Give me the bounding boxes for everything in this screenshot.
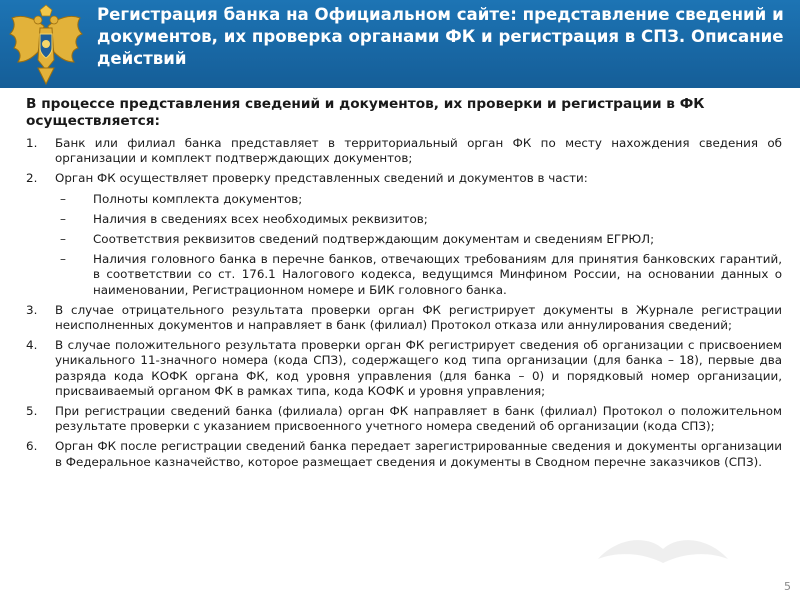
sub-list-item <box>60 212 782 227</box>
sub-item-text: Наличия в сведениях всех необходимых реквизитов; <box>93 211 428 226</box>
list-item-text: Банк или филиал банка представляет в территориальный орган ФК по месту нахождения сведения об организации и комплект подтверждающих документов; <box>55 136 782 166</box>
dash-bullet: – <box>60 232 66 247</box>
watermark-emblem-icon <box>588 529 738 571</box>
list-item-text: Орган ФК осуществляет проверку представленных сведений и документов в части: <box>55 171 588 186</box>
list-item-text: Орган ФК после регистрации сведений банка передает зарегистрированные сведения и документы организации в Федеральное казначейство, которое размещает сведения и документы в Сводном перечне заказчиков (СПЗ). <box>55 439 782 469</box>
list-number: 5. <box>26 404 38 419</box>
intro-heading: В процессе представления сведений и документов, их проверки и регистрации в ФК осуществляется: <box>26 96 705 129</box>
list-number: 4. <box>26 338 38 353</box>
sub-item-text: Соответствия реквизитов сведений подтверждающим документам и сведениям ЕГРЮЛ; <box>93 232 655 247</box>
sub-list <box>55 192 782 298</box>
list-item-text: При регистрации сведений банка (филиала) орган ФК направляет в банк (филиал) Протокол о положительном результате проверки с указанием присвоенного учетного номера сведений об организации (кода СПЗ); <box>55 404 782 434</box>
list-item-text: В случае отрицательного результата проверки орган ФК регистрирует документы в Журнале регистрации неисполненных документов и направляет в банк (филиал) Протокол отказа или аннулирования сведений; <box>55 302 782 333</box>
list-number: 3. <box>26 302 38 317</box>
slide-title: Регистрация банка на Официальном сайте: представление сведений и документов, их проверка органами ФК и регистрация в СПЗ. Описание действий <box>97 5 784 68</box>
sub-list-item <box>60 192 782 207</box>
dash-bullet: – <box>60 191 66 206</box>
sub-item-text: Наличия головного банка в перечне банков, отвечающих требованиям для принятия банковских гарантий, в соответствии со ст. 176.1 Налогового кодекса, ведущимся Минфином России, на основании данных о наименовании, Регистрационном номере и БИК головного банка. <box>93 252 782 297</box>
sub-list-item <box>60 252 782 298</box>
header-bar <box>0 0 800 88</box>
list-item <box>26 303 782 333</box>
list-item <box>26 404 782 434</box>
numbered-list <box>26 136 782 470</box>
dash-bullet: – <box>60 211 66 226</box>
sub-item-text: Полноты комплекта документов; <box>93 191 303 206</box>
page-number: 5 <box>784 580 791 593</box>
list-number: 6. <box>26 439 38 454</box>
list-item <box>26 338 782 399</box>
list-number: 2. <box>26 171 38 186</box>
double-headed-eagle-emblem-icon <box>6 4 86 86</box>
list-item-text: В случае положительного результата проверки орган ФК регистрирует сведения об организации с присвоением уникального 11-значного номера (кода СПЗ), содержащего код типа организации (для банка – 18), первые два разряда кода КОФК органа ФК, код уровня управления (для банка – 0) и порядковый номер организации, присваиваемый органом ФК в рамках типа, кода КОФК и уровня управления; <box>55 338 782 398</box>
dash-bullet: – <box>60 252 66 267</box>
content-body <box>26 96 782 475</box>
list-item <box>26 136 782 166</box>
sub-list-item <box>60 232 782 247</box>
list-item <box>26 171 782 297</box>
list-number: 1. <box>26 136 38 150</box>
list-item <box>26 439 782 469</box>
